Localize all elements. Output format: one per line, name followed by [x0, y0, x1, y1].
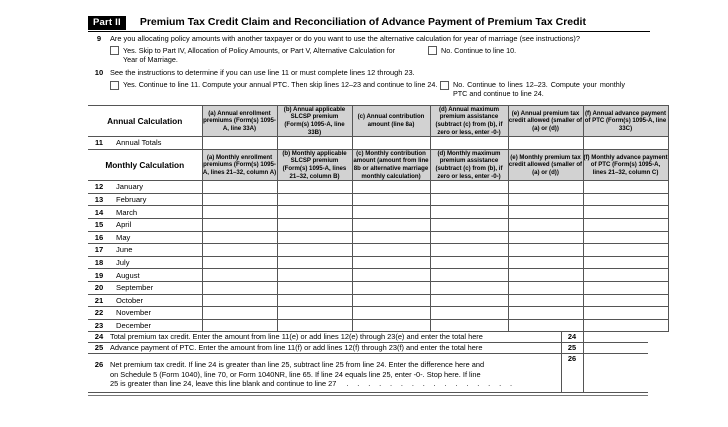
line-26-entry[interactable] — [583, 353, 648, 392]
month-label: June — [116, 245, 133, 255]
line-25-row — [88, 343, 648, 354]
line-24-box-number: 24 — [561, 332, 583, 342]
month-entry-b[interactable] — [277, 193, 352, 206]
month-label: November — [116, 308, 152, 318]
month-row-label-cell — [88, 193, 202, 206]
line-9-no-label: No. Continue to line 10. — [441, 45, 517, 55]
month-entry-c[interactable] — [352, 181, 430, 194]
line-10 — [88, 68, 650, 98]
month-entry-d[interactable] — [430, 319, 508, 332]
line-9-options — [110, 46, 650, 65]
month-row-label-cell — [88, 269, 202, 282]
month-entry-e[interactable] — [508, 269, 583, 282]
line-9-yes-option[interactable] — [110, 46, 410, 65]
annual-col-c-header: (c) Annual contribution amount (line 8a) — [352, 105, 430, 136]
line-10-instruction: See the instructions to determine if you can use line 11 or must complete lines 12 through 23. — [110, 68, 415, 78]
month-entry-a[interactable] — [202, 307, 277, 320]
month-entry-e[interactable] — [508, 281, 583, 294]
part-title: Premium Tax Credit Claim and Reconciliation of Advance Payment of Premium Tax Credit — [139, 16, 586, 28]
month-entry-c[interactable] — [352, 193, 430, 206]
line-10-no-label: No. Continue to lines 12–23. Compute your monthly PTC and continue to line 24. — [453, 80, 625, 99]
month-entry-b[interactable] — [277, 281, 352, 294]
summary-lines-table — [88, 332, 648, 393]
annual-totals-label-cell — [88, 137, 202, 150]
line-25-entry[interactable] — [583, 343, 648, 354]
month-entry-d[interactable] — [430, 281, 508, 294]
month-entry-e[interactable] — [508, 206, 583, 219]
line-26-text — [110, 353, 561, 392]
line-24-text: Total premium tax credit. Enter the amount from line 11(e) or add lines 12(e) through 23(e) and enter the total here — [110, 332, 561, 342]
line-9 — [88, 34, 650, 64]
line-9-question: Are you allocating policy amounts with another taxpayer or do you want to use the alternative calculation for year of marriage (see instructions)? — [110, 34, 580, 43]
month-entry-f[interactable] — [583, 319, 668, 332]
line-number: 22 — [94, 308, 104, 318]
month-entry-d[interactable] — [430, 294, 508, 307]
line-number: 23 — [94, 320, 104, 330]
month-entry-a[interactable] — [202, 231, 277, 244]
month-row-label-cell — [88, 256, 202, 269]
month-entry-c[interactable] — [352, 294, 430, 307]
line-number: 19 — [94, 270, 104, 280]
line-10-no-option[interactable] — [440, 80, 625, 99]
month-entry-d[interactable] — [430, 231, 508, 244]
month-label: August — [116, 270, 140, 280]
month-row-label-cell — [88, 294, 202, 307]
annual-totals-entry-b[interactable] — [277, 137, 352, 150]
month-entry-e[interactable] — [508, 218, 583, 231]
line-number: 17 — [94, 245, 104, 255]
table-row — [88, 244, 668, 257]
month-entry-e[interactable] — [508, 256, 583, 269]
month-entry-a[interactable] — [202, 319, 277, 332]
month-row-label-cell — [88, 319, 202, 332]
table-row — [88, 281, 668, 294]
month-entry-c[interactable] — [352, 281, 430, 294]
line-10-number: 10 — [94, 68, 104, 78]
month-entry-e[interactable] — [508, 244, 583, 257]
form-part-ii — [88, 16, 668, 396]
annual-totals-entry-e[interactable] — [508, 137, 583, 150]
month-entry-d[interactable] — [430, 193, 508, 206]
month-entry-e[interactable] — [508, 181, 583, 194]
annual-totals-entry-c[interactable] — [352, 137, 430, 150]
month-entry-d[interactable] — [430, 256, 508, 269]
month-entry-a[interactable] — [202, 256, 277, 269]
month-entry-c[interactable] — [352, 206, 430, 219]
month-entry-f[interactable] — [583, 256, 668, 269]
line-number: 14 — [94, 207, 104, 217]
month-label: January — [116, 182, 144, 192]
month-entry-b[interactable] — [277, 319, 352, 332]
month-label: April — [116, 220, 132, 230]
line-24-number: 24 — [88, 332, 110, 342]
month-label: December — [116, 320, 152, 330]
line-26-row — [88, 353, 648, 392]
month-entry-a[interactable] — [202, 269, 277, 282]
month-entry-f[interactable] — [583, 231, 668, 244]
month-label: July — [116, 258, 130, 268]
line-25-box-number: 25 — [561, 343, 583, 354]
month-entry-e[interactable] — [508, 231, 583, 244]
line-10-options — [110, 80, 650, 99]
month-entry-b[interactable] — [277, 269, 352, 282]
month-entry-c[interactable] — [352, 307, 430, 320]
month-entry-b[interactable] — [277, 218, 352, 231]
month-entry-f[interactable] — [583, 244, 668, 257]
checkbox-icon[interactable] — [428, 46, 437, 55]
table-row — [88, 231, 668, 244]
month-entry-b[interactable] — [277, 294, 352, 307]
month-entry-b[interactable] — [277, 244, 352, 257]
month-entry-a[interactable] — [202, 181, 277, 194]
checkbox-icon[interactable] — [110, 81, 119, 90]
month-entry-a[interactable] — [202, 218, 277, 231]
line-9-yes-label: Yes. Skip to Part IV, Allocation of Policy Amounts, or Part V, Alternative Calculation for Year of Marriage. — [123, 45, 396, 64]
month-entry-d[interactable] — [430, 244, 508, 257]
month-entry-b[interactable] — [277, 206, 352, 219]
annual-totals-entry-d[interactable] — [430, 137, 508, 150]
month-entry-d[interactable] — [430, 269, 508, 282]
line-number: 21 — [94, 295, 104, 305]
annual-col-b-header: (b) Annual applicable SLCSP premium (Form(s) 1095-A, line 33B) — [277, 105, 352, 136]
table-row — [88, 181, 668, 194]
month-entry-f[interactable] — [583, 193, 668, 206]
month-entry-b[interactable] — [277, 307, 352, 320]
monthly-col-a-header: (a) Monthly enrollment premiums (Form(s) 1095-A, lines 21–32, column A) — [202, 149, 277, 180]
month-label: February — [116, 195, 147, 205]
line-number: 15 — [94, 220, 104, 230]
month-entry-e[interactable] — [508, 319, 583, 332]
line-26-text-part1: Net premium tax credit. If line 24 is greater than line 25, subtract line 25 from line 24. Enter the difference here and — [110, 359, 485, 369]
month-entry-c[interactable] — [352, 231, 430, 244]
month-label: September — [116, 283, 154, 293]
annual-col-a-header: (a) Annual enrollment premiums (Form(s) 1095-A, line 33A) — [202, 105, 277, 136]
monthly-header-row — [88, 149, 668, 180]
month-row-label-cell — [88, 281, 202, 294]
month-entry-e[interactable] — [508, 294, 583, 307]
month-entry-f[interactable] — [583, 181, 668, 194]
month-entry-f[interactable] — [583, 307, 668, 320]
month-entry-b[interactable] — [277, 256, 352, 269]
line-26-box-number: 26 — [561, 353, 583, 392]
line-25-text: Advance payment of PTC. Enter the amount from line 11(f) or add lines 12(f) through 23(f) and enter the total here — [110, 343, 561, 354]
annual-calculation-label: Annual Calculation — [88, 105, 202, 136]
monthly-col-f-header: (f) Monthly advance payment of PTC (Form(s) 1095-A, lines 21–32, column C) — [583, 149, 668, 180]
table-row — [88, 218, 668, 231]
monthly-col-e-header: (e) Monthly premium tax credit allowed (smaller of (a) or (d)) — [508, 149, 583, 180]
month-entry-f[interactable] — [583, 269, 668, 282]
monthly-col-b-header: (b) Monthly applicable SLCSP premium (Form(s) 1095-A, lines 21–32, column B) — [277, 149, 352, 180]
part-header — [88, 16, 650, 32]
annual-col-d-header: (d) Annual maximum premium assistance (subtract (c) from (b), if zero or less, enter -0-) — [430, 105, 508, 136]
month-entry-f[interactable] — [583, 218, 668, 231]
monthly-col-d-header: (d) Monthly maximum premium assistance (subtract (c) from (b), if zero or less, enter -0-) — [430, 149, 508, 180]
month-entry-a[interactable] — [202, 244, 277, 257]
annual-totals-entry-f[interactable] — [583, 137, 668, 150]
month-entry-e[interactable] — [508, 193, 583, 206]
annual-col-e-header: (e) Annual premium tax credit allowed (smaller of (a) or (d)) — [508, 105, 583, 136]
line-26-text-part2: on Schedule 5 (Form 1040), line 70, or Form 1040NR, line 65. If line 24 equals line 25, enter -0-. Stop here. If line — [110, 369, 481, 379]
line-24-entry[interactable] — [583, 332, 648, 342]
month-row-label-cell — [88, 218, 202, 231]
month-entry-c[interactable] — [352, 319, 430, 332]
line-24-row — [88, 332, 648, 342]
month-row-label-cell — [88, 181, 202, 194]
line-11-label: Annual Totals — [116, 138, 162, 148]
line-number: 16 — [94, 232, 104, 242]
checkbox-icon[interactable] — [110, 46, 119, 55]
month-entry-a[interactable] — [202, 193, 277, 206]
month-entry-a[interactable] — [202, 281, 277, 294]
month-entry-f[interactable] — [583, 206, 668, 219]
month-entry-e[interactable] — [508, 307, 583, 320]
table-row — [88, 307, 668, 320]
table-row — [88, 193, 668, 206]
month-entry-b[interactable] — [277, 231, 352, 244]
line-10-yes-label: Yes. Continue to line 11. Compute your annual PTC. Then skip lines 12–23 and continue to line 24. — [123, 80, 438, 89]
month-label: May — [116, 232, 131, 242]
annual-col-f-header: (f) Annual advance payment of PTC (Form(s) 1095-A, line 33C) — [583, 105, 668, 136]
table-row — [88, 294, 668, 307]
bottom-rule — [88, 395, 648, 396]
line-25-number: 25 — [88, 343, 110, 354]
line-10-yes-option[interactable] — [110, 80, 440, 90]
month-label: October — [116, 295, 144, 305]
month-entry-d[interactable] — [430, 181, 508, 194]
line-9-number: 9 — [96, 34, 102, 43]
month-entry-d[interactable] — [430, 218, 508, 231]
month-label: March — [116, 207, 138, 217]
month-entry-d[interactable] — [430, 206, 508, 219]
line-number: 12 — [94, 182, 104, 192]
table-row — [88, 206, 668, 219]
month-entry-c[interactable] — [352, 269, 430, 282]
table-row — [88, 319, 668, 332]
annual-totals-entry-a[interactable] — [202, 137, 277, 150]
month-entry-b[interactable] — [277, 181, 352, 194]
annual-header-row — [88, 105, 668, 136]
month-row-label-cell — [88, 231, 202, 244]
monthly-col-c-header: (c) Monthly contribution amount (amount from line 8b or alternative marriage monthly calculation) — [353, 149, 429, 180]
leader-dots: . . . . . . . . . . . . . . . . — [346, 379, 516, 389]
line-11-number: 11 — [94, 138, 104, 148]
month-entry-c[interactable] — [352, 218, 430, 231]
month-entry-a[interactable] — [202, 294, 277, 307]
line-26-number: 26 — [88, 353, 110, 392]
monthly-calculation-label: Monthly Calculation — [88, 149, 202, 180]
month-entry-a[interactable] — [202, 206, 277, 219]
line-number: 18 — [94, 258, 104, 268]
month-row-label-cell — [88, 307, 202, 320]
month-entry-d[interactable] — [430, 307, 508, 320]
month-entry-f[interactable] — [583, 294, 668, 307]
month-row-label-cell — [88, 244, 202, 257]
part-tag: Part II — [88, 16, 126, 30]
checkbox-icon[interactable] — [440, 81, 449, 90]
line-number: 20 — [94, 283, 104, 293]
month-entry-c[interactable] — [352, 256, 430, 269]
month-entry-f[interactable] — [583, 281, 668, 294]
line-26-text-part3: 25 is greater than line 24, leave this line blank and continue to line 27 — [110, 379, 337, 389]
month-entry-c[interactable] — [352, 244, 430, 257]
line-9-no-option[interactable] — [428, 46, 516, 56]
month-row-label-cell — [88, 206, 202, 219]
table-row — [88, 137, 668, 150]
table-row — [88, 269, 668, 282]
ptc-calculation-table — [88, 105, 669, 332]
line-number: 13 — [94, 195, 104, 205]
table-row — [88, 256, 668, 269]
